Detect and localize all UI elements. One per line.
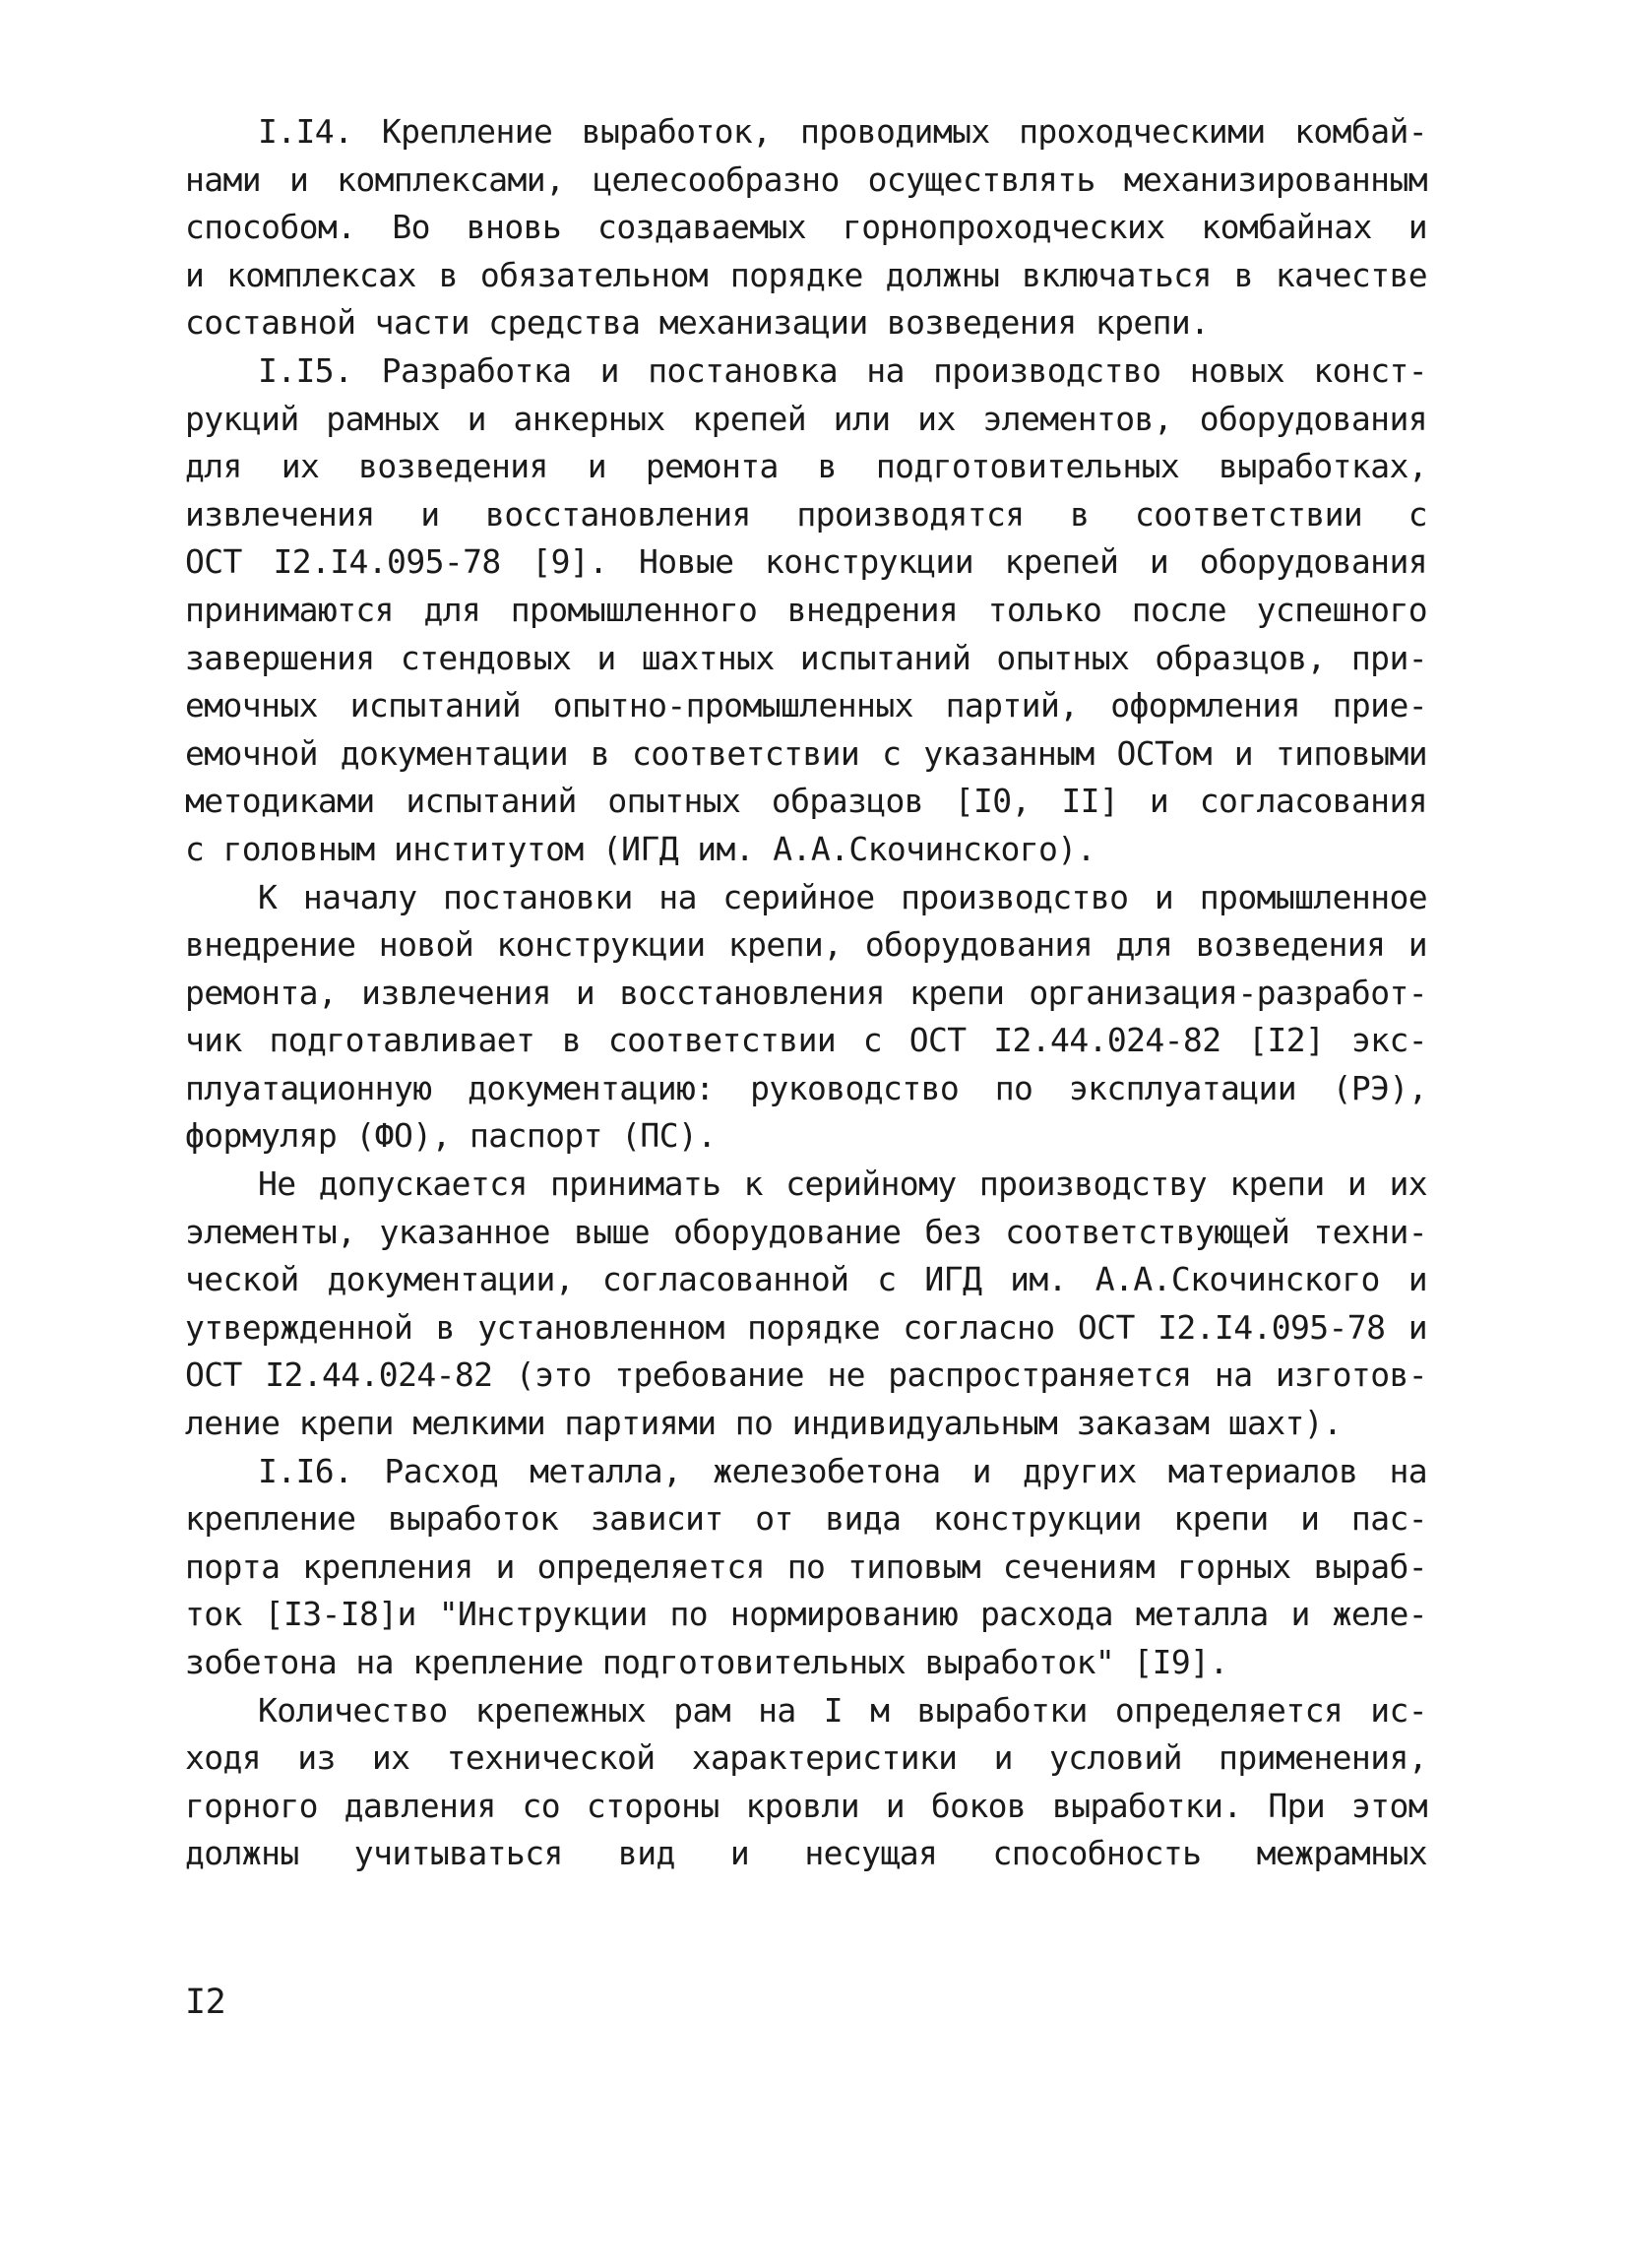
text-line: извлечения и восстановления производятся в соответствии с [185,494,1427,534]
text-line: утвержденной в установленном порядке согласно ОСТ I2.I4.095-78 и [185,1307,1427,1347]
text-line: чик подготавливает в соответствии с ОСТ I2.44.024-82 [I2] экс- [185,1021,1427,1060]
text-line: рукций рамных и анкерных крепей или их элементов, оборудования [185,399,1427,438]
text-line: ление крепи мелкими партиями по индивидуальным заказам шахт). [185,1404,1343,1443]
text-line: I.I6. Расход металла, железобетона и других материалов на [258,1451,1427,1490]
text-line: К началу постановки на серийное производство и промышленное [258,877,1427,916]
text-line: ческой документации, согласованной с ИГД им. А.А.Скочинского и [185,1260,1427,1299]
text-line: элементы, указанное выше оборудование без соответствующей техни- [185,1212,1427,1251]
text-line: ремонта, извлечения и восстановления крепи организация-разработ- [185,973,1427,1012]
body-text [185,108,1427,1878]
text-line: ОСТ I2.44.024-82 (это требование не распространяется на изготов- [185,1355,1427,1395]
text-line: емочных испытаний опытно-промышленных партий, оформления прие- [185,686,1427,725]
page-number: I2 [185,1983,226,2022]
text-line: нами и комплексами, целесообразно осуществлять механизированным [185,159,1427,199]
text-line: методиками испытаний опытных образцов [I0, II] и согласования [185,782,1427,821]
text-line: должны учитываться вид и несущая способность межрамных [185,1834,1427,1873]
text-line: способом. Во вновь создаваемых горнопроходческих комбайнах и [185,208,1427,247]
text-line: зобетона на крепление подготовительных выработок" [I9]. [185,1643,1228,1681]
text-line: составной части средства механизации возведения крепи. [185,303,1210,343]
text-line: горного давления со стороны кровли и боков выработки. При этом [185,1786,1427,1825]
text-line: принимаются для промышленного внедрения только после успешного [185,590,1427,629]
text-line: крепление выработок зависит от вида конструкции крепи и пас- [185,1499,1427,1539]
text-line: порта крепления и определяется по типовым сечениям горных выраб- [185,1546,1427,1586]
text-line: I.I5. Разработка и постановка на производство новых конст- [258,350,1427,390]
text-line: Количество крепежных рам на I м выработки определяется ис- [258,1690,1427,1730]
text-line: Не допускается принимать к серийному производству крепи и их [258,1165,1427,1204]
text-line: с головным институтом (ИГД им. А.А.Скочинского). [185,829,1095,868]
text-line: емочной документации в соответствии с указанным ОСТом и типовыми [185,733,1427,773]
text-line: и комплексах в обязательном порядке должны включаться в качестве [185,255,1427,294]
text-line: ток [I3-I8]и "Инструкции по нормированию расхода металла и желе- [185,1595,1427,1634]
text-line: для их возведения и ремонта в подготовительных выработках, [185,447,1427,486]
text-line: плуатационную документацию: руководство по эксплуатации (РЭ), [185,1068,1427,1107]
text-line: внедрение новой конструкции крепи, оборудования для возведения и [185,925,1427,965]
text-line: I.I4. Крепление выработок, проводимых проходческими комбай- [258,112,1427,151]
text-line: завершения стендовых и шахтных испытаний опытных образцов, при- [185,638,1427,677]
text-line: ОСТ I2.I4.095-78 [9]. Новые конструкции крепей и оборудования [185,542,1427,582]
text-line: формуляр (ФО), паспорт (ПС). [185,1116,717,1156]
text-line: ходя из их технической характеристики и условий применения, [185,1738,1427,1778]
